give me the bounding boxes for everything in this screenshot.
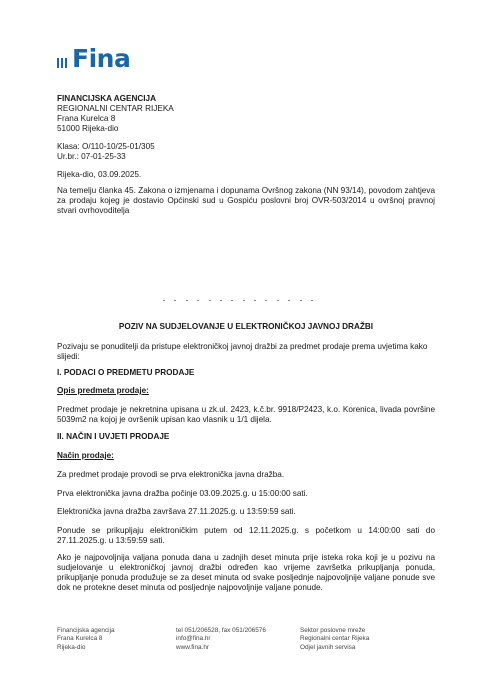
fina-logo	[57, 46, 130, 71]
section-1-heading: I. PODACI O PREDMETU PRODAJE	[57, 368, 195, 377]
urbr: Ur.br.: 07-01-25-33	[57, 152, 126, 161]
section-1-subheading: Opis predmeta prodaje:	[57, 386, 149, 395]
sender-org: FINANCIJSKA AGENCIJA	[57, 94, 157, 103]
document-title: POZIV NA SUDJELOVANJE U ELEKTRONIČKOJ JAVNOJ DRAŽBI	[118, 322, 374, 331]
footer-text: Frana Kurelca 8	[57, 635, 103, 643]
section-1-text: Predmet prodaje je nekretnina upisana u zk.ul. 2423, k.č.br. 9918/P2423, k.o. Korenica, livada površine 5039m2 na kojoj je ovršenik upisan kao vlasnik u 1/1 dijela.	[57, 405, 435, 424]
sender-city: 51000 Rijeka-dio	[57, 124, 119, 133]
section-2-subheading: Način prodaje:	[57, 451, 114, 460]
footer-text: Odjel javnih servisa	[300, 643, 356, 651]
footer-text: Rijeka-dio	[57, 643, 86, 651]
paragraph-3: Elektronička javna dražba završava 27.11.2025.g. u 13:59:59 sati.	[57, 507, 296, 516]
footer-email-link[interactable]: info@fina.hr	[176, 635, 211, 643]
redaction-dots	[163, 300, 313, 302]
footer-text: tel 051/206528, fax 051/206576	[176, 627, 266, 634]
section-2-heading: II. NAČIN I UVJETI PRODAJE	[57, 432, 170, 441]
paragraph-5: Ako je najpovoljnija valjana ponuda dana u zadnjih deset minuta prije isteka roka koji je u pozivu na sudjelovanje u elektroničkoj javnoj dražbi određen kao vrijeme završetka prikupljanja ponuda, prikupljanje ponuda produžuje se za deset minuta od svake posljednje najpovoljnije valjane ponude sve dok ne protekne deset minuta od posljednje najpovoljnije valjane ponude.	[57, 553, 435, 592]
sender-street: Frana Kurelca 8	[57, 114, 116, 123]
intro-paragraph: Na temelju članka 45. Zakona o izmjenama i dopunama Ovršnog zakona (NN 93/14), povodom zahtjeva za prodaju kojeg je dostavio Općinski sud u Gospiću poslovni broj OVR-503/2014 u ovršnoj pravnoj stvari ovrhovoditelja	[57, 186, 435, 215]
sender-address	[57, 94, 435, 134]
invite-paragraph: Pozivaju se ponuditelji da pristupe elektroničkoj javnoj dražbi za predmet prodaje prema uvjetima kako slijedi:	[57, 342, 428, 361]
sender-unit: REGIONALNI CENTAR RIJEKA	[57, 104, 174, 113]
footer-text: Sektor poslovne mreže	[300, 627, 366, 634]
place-date: Rijeka-dio, 03.09.2025.	[57, 170, 142, 179]
footer-text: Regionalni centar Rijeka	[300, 635, 370, 643]
klasa: Klasa: O/110-10/25-01/305	[57, 142, 155, 151]
paragraph-4: Ponude se prikupljaju elektroničkim putem od 12.11.2025.g. s početkom u 14:00:00 sati do 27.11.2025.g. u 13:59:59 sati.	[57, 526, 435, 545]
logo-text: Fina	[72, 44, 131, 73]
footer-col-1	[57, 627, 115, 652]
paragraph-2: Prva elektronička javna dražba počinje 03.09.2025.g. u 15:00:00 sati.	[57, 489, 308, 498]
footer-col-3	[300, 627, 369, 652]
footer-col-2	[176, 627, 266, 652]
footer-text: Financijska agencija	[57, 627, 115, 634]
reference-numbers	[57, 142, 435, 162]
paragraph-1: Za predmet prodaje provodi se prva elektronička javna dražba.	[57, 470, 285, 479]
fina-bars-icon	[57, 58, 67, 68]
footer-web-link[interactable]: www.fina.hr	[176, 643, 210, 651]
